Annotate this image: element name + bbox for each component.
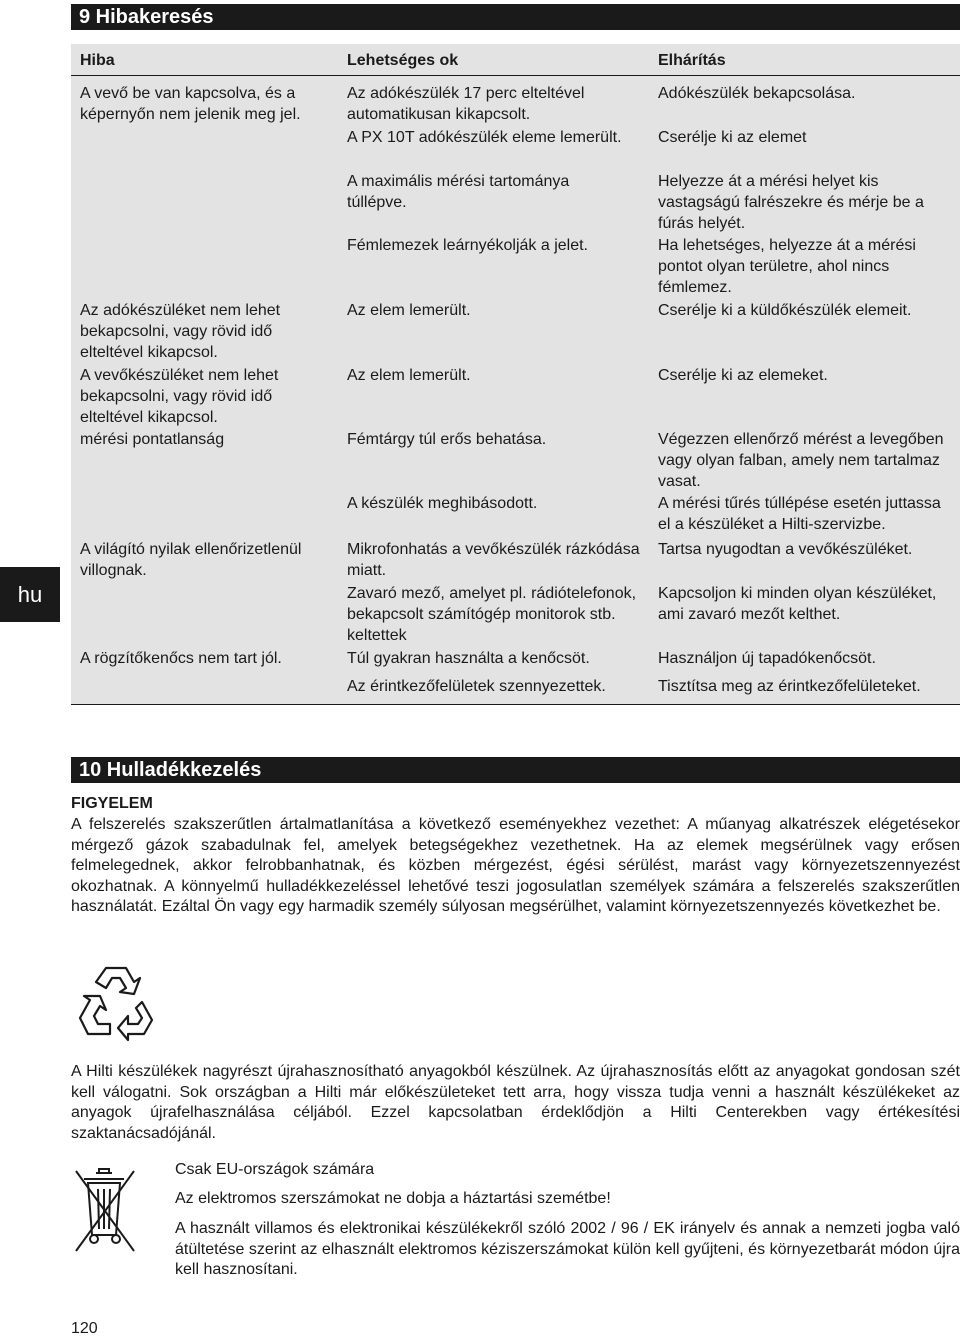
table-cell-cause: Az adókészülék 17 perc elteltével automatikusan kikapcsolt. [347,85,585,123]
table-cell-remedy: Adókészülék bekapcsolása. [658,85,856,102]
table-cell-cause: Fémlemezek leárnyékolják a jelet. [347,237,588,254]
table-cell-remedy: Végezzen ellenőrző mérést a levegőben vagy olyan falban, amely nem tartalmaz vasat. [658,431,944,490]
table-cell-fault: A rögzítőkenőcs nem tart jól. [80,650,282,667]
crossed-bin-icon [72,1165,138,1257]
table-cell-cause: Zavaró mező, amelyet pl. rádiótelefonok, bekapcsolt számítógép monitorok stb. keltettek [347,585,637,644]
table-cell-remedy: Cserélje ki az elemeket. [658,367,828,384]
table-cell-fault: mérési pontatlanság [80,431,225,448]
table-cell-remedy: A mérési tűrés túllépése esetén juttassa el a készüléket a Hilti-szervizbe. [658,495,941,533]
table-cell-cause: Az elem lemerült. [347,367,471,384]
table-cell-cause: A PX 10T adókészülék eleme lemerült. [347,129,622,146]
warning-label: FIGYELEM [71,795,153,812]
page-number: 120 [71,1320,98,1337]
language-tab: hu [0,567,60,622]
table-cell-fault: A világító nyilak ellenőrizetlenül villognak. [80,541,302,579]
table-cell-remedy: Cserélje ki a küldőkészülék elemeit. [658,302,912,319]
header-cause: Lehetséges ok [347,52,459,69]
section-9-heading: 9 Hibakeresés [71,4,960,30]
table-header-rule [71,75,960,76]
eu-notice: Az elektromos szerszámokat ne dobja a háztartási szemétbe! [175,1190,611,1207]
table-cell-remedy: Cserélje ki az elemet [658,129,807,146]
table-cell-cause: Túl gyakran használta a kenőcsöt. [347,650,590,667]
section-10-heading: 10 Hulladékkezelés [71,757,960,783]
warning-paragraph: A felszerelés szakszerűtlen ártalmatlanítása a következő eseményekhez vezethet: A műanyag alkatrészek elégetésekor mérgező gázok szabadulnak fel, amelyek betegségekhez vezethetnek. Ha az elemek megsérülnek vagy erősen felmelegednek, akkor felrobbanhatnak, és közben mérgezést, égési sérülést, marást vagy környezetszennyezést okozhatnak. A könnyelmű hulladékkezeléssel lehetővé teszi jogosulatlan személyek számára a felszerelés szakszerűtlen használatát. Ezáltal Ön vagy egy harmadik személy súlyosan megsérülhet, valamint környezetszennyezés következhet be. [71,816,960,915]
table-cell-cause: A maximális mérési tartománya túllépve. [347,173,570,211]
table-cell-remedy: Helyezze át a mérési helyet kis vastagságú falrészekre és mérje be a fúrás helyét. [658,173,924,232]
recycling-paragraph: A Hilti készülékek nagyrészt újrahasznosítható anyagokból készülnek. Az újrahasznosítás előtt az anyagokat gondosan szét kell válogatni. Sok országban a Hilti már előkészületeket tett arra, hogy vissza tudja venni a használt készülékeket az anyagok újrafelhasználása céljából. Ezzel kapcsolatban érdeklődjön a Hilti Centerekben vagy értékesítési szaktanácsadójánál. [71,1063,960,1142]
table-cell-remedy: Ha lehetséges, helyezze át a mérési pontot olyan területre, ahol nincs fémlemez. [658,237,916,296]
header-fault: Hiba [80,52,115,69]
table-cell-cause: Az érintkezőfelületek szennyezettek. [347,678,606,695]
table-cell-remedy: Tisztítsa meg az érintkezőfelületeket. [658,678,921,695]
table-cell-cause: Fémtárgy túl erős behatása. [347,431,547,448]
table-cell-cause: Az elem lemerült. [347,302,471,319]
table-cell-cause: A készülék meghibásodott. [347,495,538,512]
header-remedy: Elhárítás [658,52,726,69]
eu-title: Csak EU-országok számára [175,1161,375,1178]
table-cell-cause: Mikrofonhatás a vevőkészülék rázkódása miatt. [347,541,640,579]
table-cell-remedy: Tartsa nyugodtan a vevőkészüléket. [658,541,913,558]
table-cell-remedy: Kapcsoljon ki minden olyan készüléket, ami zavaró mezőt kelthet. [658,585,937,623]
eu-directive-paragraph: A használt villamos és elektronikai készülékekről szóló 2002 / 96 / EK irányelv és annak a nemzeti jogba való átültetése szerint az elhasznált elektromos kéziszerszámokat külön kell gyűjteni, és környezetbarát módon újra kell hasznosítani. [175,1220,960,1278]
table-bottom-rule [71,704,960,705]
table-cell-fault: A vevőkészüléket nem lehet bekapcsolni, vagy rövid idő elteltével kikapcsol. [80,367,279,426]
table-cell-fault: Az adókészüléket nem lehet bekapcsolni, vagy rövid idő elteltével kikapcsol. [80,302,281,361]
table-cell-fault: A vevő be van kapcsolva, és a képernyőn nem jelenik meg jel. [80,85,301,123]
table-cell-remedy: Használjon új tapadókenőcsöt. [658,650,876,667]
recycle-icon [72,962,160,1042]
